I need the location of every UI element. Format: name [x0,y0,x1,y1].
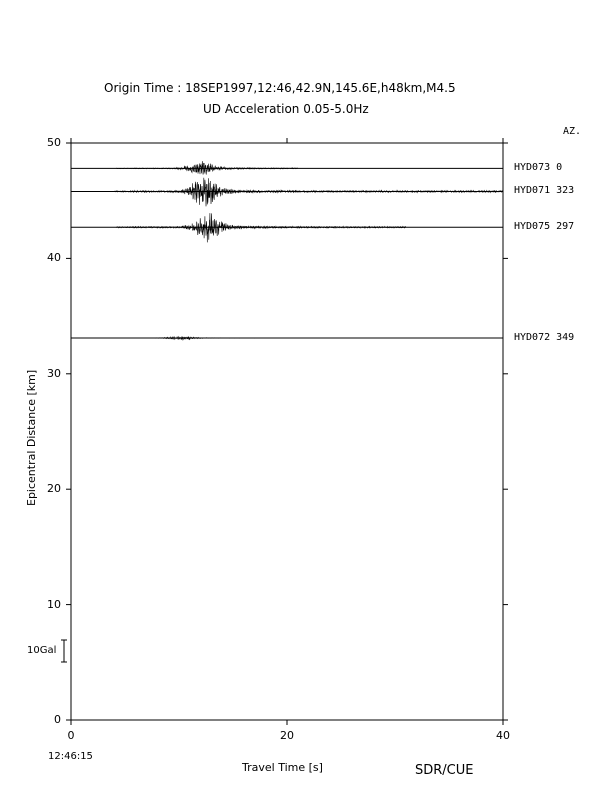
y-axis-label: Epicentral Distance [km] [25,369,38,506]
station-label-hyd072: HYD072 349 [514,332,575,344]
y-tick-label: 50 [47,136,61,149]
trace-hyd073 [116,161,297,175]
credit-label: SDR/CUE [415,763,474,778]
x-tick-label: 0 [67,729,75,742]
start-time-label: 12:46:15 [48,751,93,762]
y-tick-label: 30 [47,366,61,380]
x-tick-label: 20 [280,729,294,742]
station-label-hyd071: HYD071 323 [514,185,575,197]
station-label-hyd073: HYD073 0 [514,162,563,174]
x-tick-label: 40 [496,729,510,742]
y-tick-label: 20 [47,482,61,496]
azimuth-header: AZ. [563,126,582,137]
y-tick-label: 40 [47,251,61,265]
x-axis-label: Travel Time [s] [242,761,323,774]
chart-title: Origin Time : 18SEP1997,12:46,42.9N,145.6E,h48km,M4.5 [104,81,456,95]
station-label-hyd075: HYD075 297 [514,221,575,233]
y-tick-label: 0 [54,713,61,726]
chart-subtitle: UD Acceleration 0.05-5.0Hz [203,102,369,116]
scale-bar-label: 10Gal [27,645,57,656]
trace-hyd075 [116,213,405,242]
trace-hyd071 [114,178,503,207]
y-tick-label: 10 [47,597,61,611]
